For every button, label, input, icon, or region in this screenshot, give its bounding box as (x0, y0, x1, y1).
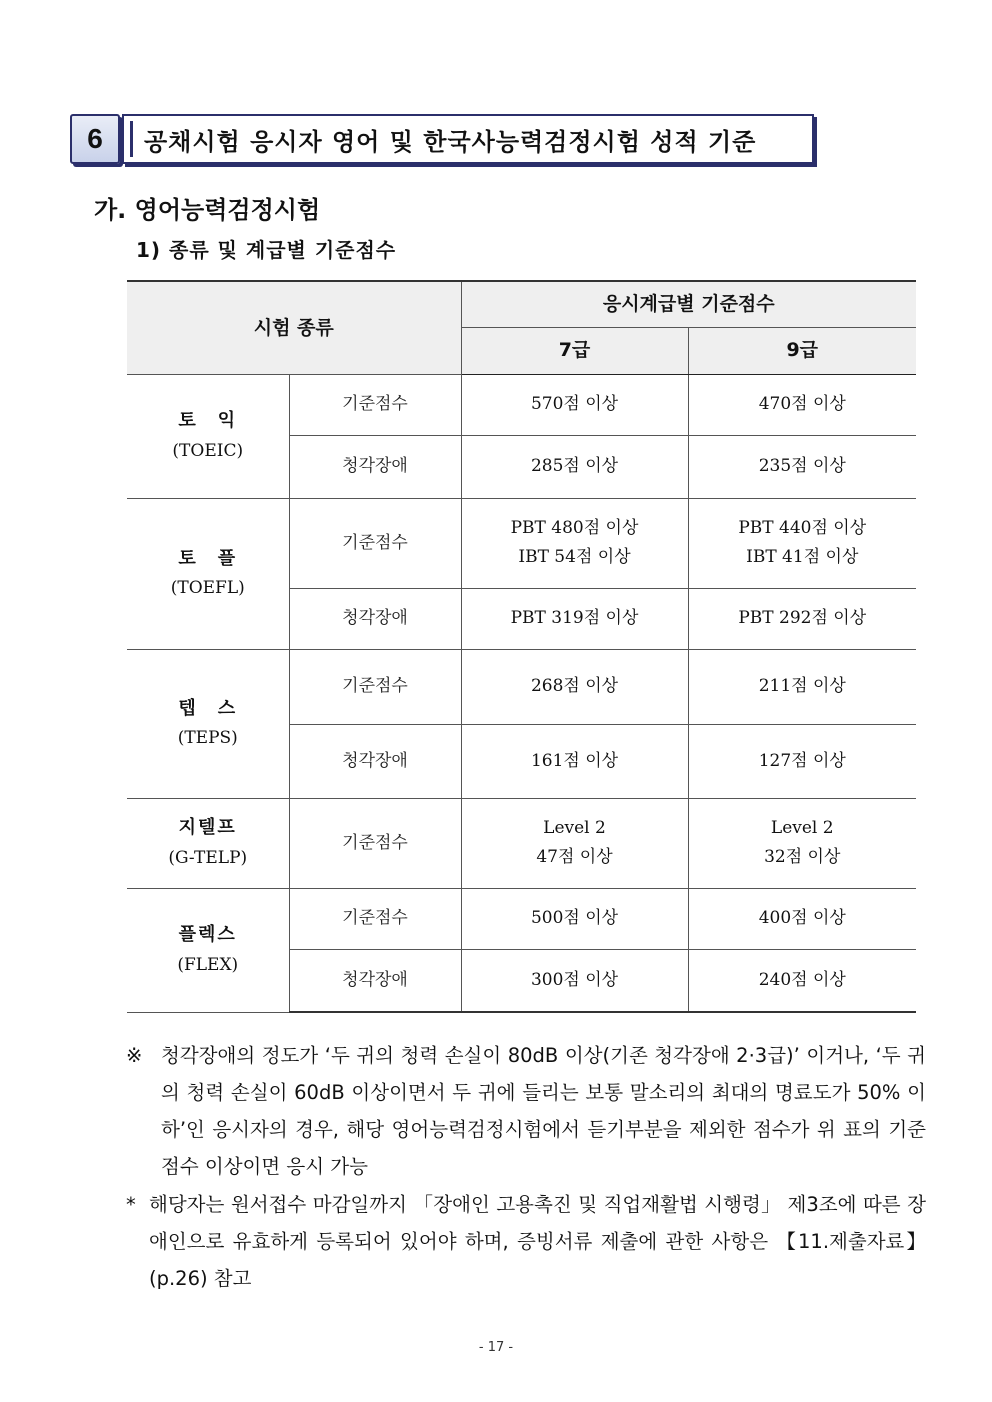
grade-9-score-cell (688, 498, 916, 588)
exam-name-en: (TOEFL) (170, 578, 245, 599)
grade-7-score-cell (461, 588, 688, 649)
score-line: 500점 이상 (530, 908, 619, 929)
score-line: 235점 이상 (758, 456, 846, 477)
score-table (127, 280, 916, 1013)
score-line: Level 2 (770, 818, 834, 839)
note-registration (126, 1186, 926, 1297)
score-line: IBT 41점 이상 (746, 547, 859, 567)
note-mark: * (126, 1193, 136, 1216)
note-text: 청각장애의 정도가 ‘두 귀의 청력 손실이 80dB 이상(기존 청각장애 2·3급)’ 이거나, ‘두 귀의 청력 손실이 60dB 이상이면서 두 귀에 들리는 보통 말소리의 최대의 명료도가 50% 이하’인 응시자의 경우, 해당 영어능력검정시험에서 듣기부분을 제외한 점수가 위 표의 기준점수 이상이면 응시 가능 (161, 1044, 926, 1178)
score-line: 240점 이상 (758, 969, 846, 990)
exam-name-cell (127, 798, 289, 888)
grade-7-score-cell (461, 435, 688, 498)
score-line: 570점 이상 (530, 394, 619, 415)
grade-7-score-cell (461, 798, 688, 888)
grade-9-score-cell (688, 649, 916, 724)
grade-9-score-cell (688, 949, 916, 1012)
note-mark: ※ (126, 1044, 143, 1067)
score-line: 300점 이상 (530, 969, 619, 990)
exam-name-en: (FLEX) (177, 954, 239, 975)
score-type-cell: 청각장애 (289, 588, 461, 649)
grade-9-score-cell (688, 588, 916, 649)
grade-7-score-cell (461, 498, 688, 588)
score-line: 211점 이상 (758, 676, 846, 697)
score-type-cell: 기준점수 (289, 374, 461, 435)
exam-name-ko: 텝 스 (178, 697, 238, 719)
grade-9-score-cell (688, 888, 916, 949)
score-table-body (127, 374, 916, 1012)
score-line: IBT 54점 이상 (518, 547, 631, 567)
score-type-cell: 청각장애 (289, 724, 461, 798)
table-row (127, 498, 916, 588)
score-line: 161점 이상 (530, 750, 619, 771)
exam-name-ko: 토 플 (178, 547, 238, 569)
title-bar-decoration (130, 121, 133, 157)
score-line: Level 2 (543, 818, 606, 839)
exam-name-ko: 플렉스 (178, 924, 237, 946)
score-type-cell: 청각장애 (289, 435, 461, 498)
grade-7-score-cell (461, 724, 688, 798)
score-type-cell: 기준점수 (289, 888, 461, 949)
score-line: 400점 이상 (758, 908, 846, 929)
score-line: 285점 이상 (530, 456, 619, 477)
sub-subsection-heading: 1) 종류 및 계급별 기준점수 (136, 238, 397, 262)
score-line: 127점 이상 (758, 750, 846, 771)
table-row (127, 649, 916, 724)
table-row (127, 888, 916, 949)
header-grade-9: 9급 (688, 327, 916, 374)
table-row (127, 798, 916, 888)
section-title: 공채시험 응시자 영어 및 한국사능력검정시험 성적 기준 (144, 127, 757, 156)
grade-9-score-cell (688, 374, 916, 435)
exam-name-cell (127, 888, 289, 1012)
exam-name-en: (TEPS) (177, 728, 238, 749)
exam-name-en: (TOEIC) (172, 440, 244, 461)
grade-7-score-cell (461, 949, 688, 1012)
score-line: PBT 480점 이상 (510, 518, 639, 539)
score-line: PBT 440점 이상 (738, 518, 867, 539)
note-hearing-impaired (126, 1037, 926, 1185)
section-title-box (122, 114, 814, 164)
grade-9-score-cell (688, 798, 916, 888)
page-number: - 17 - (478, 1340, 514, 1355)
score-line: PBT 292점 이상 (738, 608, 867, 629)
grade-7-score-cell (461, 649, 688, 724)
exam-name-cell (127, 374, 289, 498)
exam-name-ko: 토 익 (178, 410, 238, 432)
exam-name-en: (G-TELP) (168, 847, 248, 868)
header-exam-type: 시험 종류 (127, 281, 461, 374)
score-type-cell: 기준점수 (289, 649, 461, 724)
header-grade-group: 응시계급별 기준점수 (461, 281, 916, 327)
grade-7-score-cell (461, 374, 688, 435)
score-type-cell: 기준점수 (289, 798, 461, 888)
score-line: 47점 이상 (536, 847, 613, 867)
subsection-heading: 가. 영어능력검정시험 (94, 196, 321, 224)
grade-9-score-cell (688, 435, 916, 498)
grade-9-score-cell (688, 724, 916, 798)
score-line: 32점 이상 (764, 847, 841, 867)
section-heading (70, 114, 815, 164)
exam-name-ko: 지텔프 (178, 817, 237, 839)
grade-7-score-cell (461, 888, 688, 949)
note-text: 해당자는 원서접수 마감일까지 「장애인 고용촉진 및 직업재활법 시행령」 제3조에 따른 장애인으로 유효하게 등록되어 있어야 하며, 증빙서류 제출에 관한 사항은 【11.제출자료】(p.26) 참고 (149, 1193, 926, 1290)
exam-name-cell (127, 649, 289, 798)
score-line: PBT 319점 이상 (510, 608, 639, 629)
score-type-cell: 기준점수 (289, 498, 461, 588)
score-line: 268점 이상 (530, 676, 619, 697)
score-type-cell: 청각장애 (289, 949, 461, 1012)
table-row (127, 374, 916, 435)
score-line: 470점 이상 (758, 394, 846, 415)
header-grade-7: 7급 (461, 327, 688, 374)
section-number: 6 (70, 114, 120, 164)
exam-name-cell (127, 498, 289, 649)
